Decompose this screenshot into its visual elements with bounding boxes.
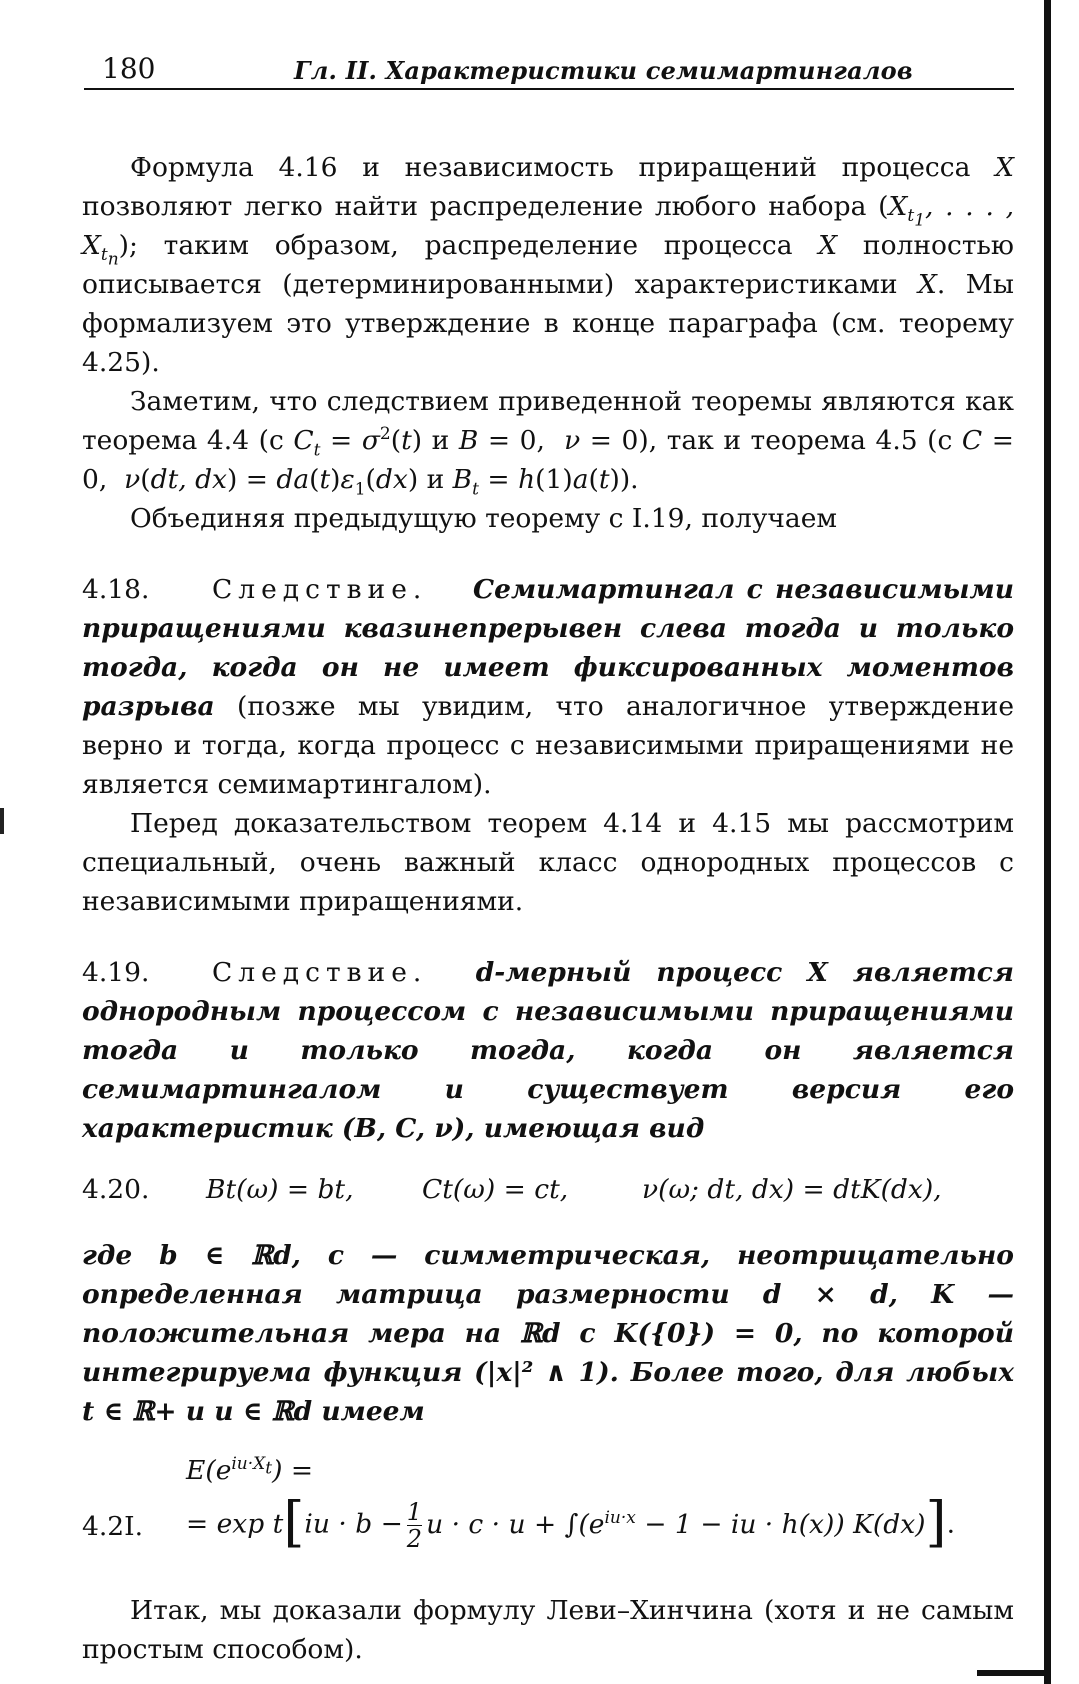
equation-explanation: где b ∈ ℝd, c — симметрическая, неотрицательно определенная матрица размерности d × d, K — положительная мера на ℝd с K({0}) = 0, по которой интегрируема функция (|x|² ∧ 1). Более того, для любых t ∈ ℝ+ и u ∈ ℝd имеем xyxy=(82,1240,1014,1427)
page-body xyxy=(82,148,1014,1669)
corollary-4-18: 4.18. Следствие. Семимартингал с независимыми приращениями квазинепрерывен слева тогда и только тогда, когда он не имеет фиксированных моментов разрыва (позже мы увидим, что аналогичное утверждение верно и тогда, когда процесс с независимыми приращениями не является семимартингалом). xyxy=(82,574,1014,800)
corollary-statement: Семимартингал с независимыми приращениями квазинепрерывен слева тогда и только тогда, когда он не имеет фиксированных моментов разрыва xyxy=(82,574,1014,722)
paragraph: Объединяя предыдущую теорему с I.19, получаем xyxy=(130,503,838,534)
corollary-label: Следствие. xyxy=(212,574,428,605)
corollary-statement: d-мерный процесс X является однородным процессом с независимыми приращениями тогда и только тогда, когда он является семимартингалом и существует версия его характеристик (B, C, ν), имеющая вид xyxy=(82,957,1014,1144)
equation-4-20: 4.20. Bt(ω) = bt, Ct(ω) = ct, ν(ω; dt, dx) = dtK(dx), xyxy=(82,1174,942,1205)
chapter-title: Гл. II. Характеристики семимартингалов xyxy=(294,56,913,85)
paragraph: Итак, мы доказали формулу Леви–Хинчина (хотя и не самым простым способом). xyxy=(82,1595,1014,1665)
page-number: 180 xyxy=(102,52,156,85)
corollary-4-19: 4.19. Следствие. d-мерный процесс X является однородным процессом с независимыми приращениями тогда и только тогда, когда он является семимартингалом и существует версия его характеристик (B, C, ν), имеющая вид xyxy=(82,957,1014,1144)
running-head xyxy=(84,48,1014,90)
equation-4-21: $E(e^{iu\cdot X_t})$ = 4.2I. = exp t[iu · b − $\frac{1}{2}$ $u \cdot c \cdot u + \int(e^{iu\cdot x} - 1$ − iu · h(x)) K(dx)]. xyxy=(82,1454,956,1554)
paragraph: Заметим, что следствием приведенной теоремы являются как теорема 4.4 (с $C_t = \sigma^2(t)$ и B = 0, ν = 0), так и теорема 4.5 (с C = 0, ν(dt, $dx) = da(t)\varepsilon_1(dx)$ и $B_t = h(1)a(t)$). xyxy=(82,386,1014,500)
fraction-one-half: $\frac{1}{2}$ xyxy=(406,1498,423,1553)
page-corner-line xyxy=(977,1670,1051,1676)
corollary-label: Следствие. xyxy=(212,957,428,988)
corollary-remark: (позже мы увидим, что аналогичное утверждение верно и тогда, когда процесс с независимыми приращениями не является семимартингалом). xyxy=(82,691,1014,800)
page-edge-line xyxy=(1044,0,1051,1684)
edge-mark xyxy=(0,808,4,834)
paragraph: Перед доказательством теорем 4.14 и 4.15 мы рассмотрим специальный, очень важный класс однородных процессов с независимыми приращениями. xyxy=(82,808,1014,917)
paragraph: Формула 4.16 и независимость приращений процесса X позволяют легко найти распределение любого набора ($X_{t_1}$, . . . , $X_{t_n}$); таким образом, распределение процесса X полностью описывается (детерминированными) характеристиками X. Мы формализуем это утверждение в конце параграфа (см. теорему 4.25). xyxy=(82,152,1015,378)
